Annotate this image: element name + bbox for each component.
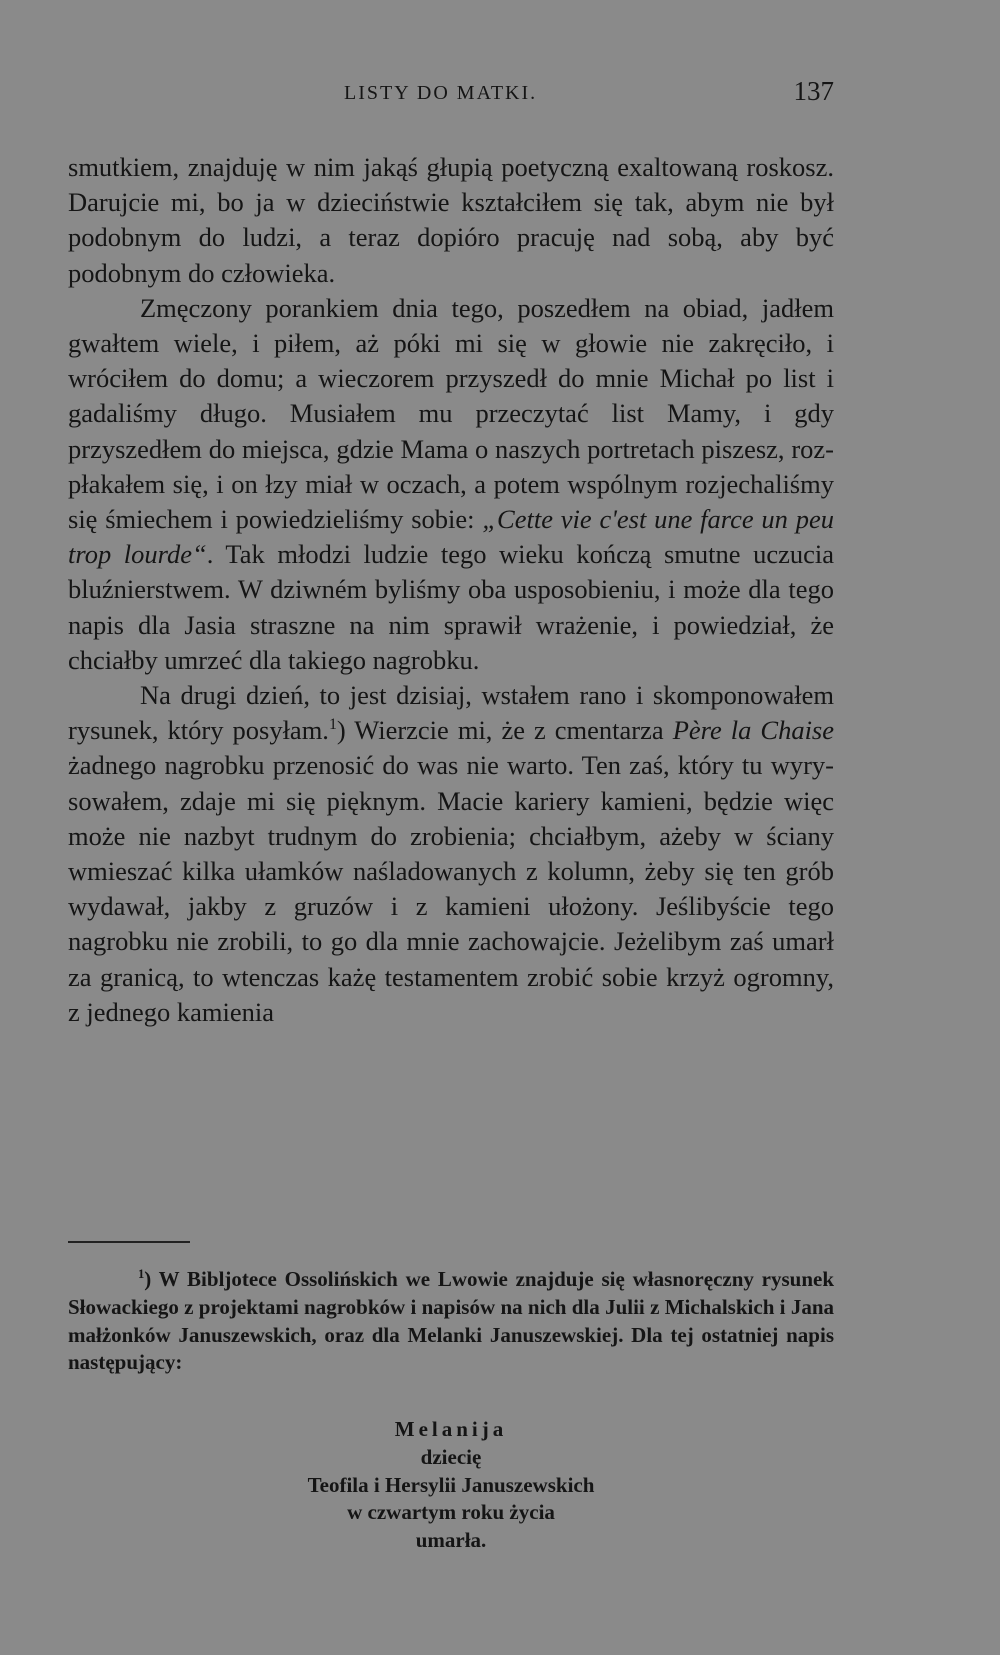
footnote	[68, 1266, 834, 1377]
footnote-text: ) W Bibljotece Ossolińskich we Lwowie znajduje się własnoręczny rysunek Słowackiego z projektami nagrobków i napisów na nich dla Julii z Michalskich i Jana małżonków Januszewskich, oraz dla Melanki Januszewskiej. Dla tej ostatniej napis następujący:	[68, 1267, 834, 1375]
footnote-paragraph	[68, 1266, 834, 1377]
cemetery-name: Père la Chaise	[672, 715, 835, 746]
paragraph-3-part-a: Na drugi dzień, to jest dzisiaj, wstałem rano i skomponowałem rysunek, który posyłam.	[68, 680, 834, 746]
epitaph-inscription	[68, 1416, 834, 1555]
footnote-divider	[68, 1241, 190, 1243]
page-header	[68, 76, 834, 116]
epitaph-line-2: dziecię	[420, 1444, 482, 1469]
paragraph-2-part-b: . Tak młodzi ludzie tego wieku kończą smutne uczucia bluźnierstwem. W dziwném byliśmy oba usposobieniu, i może dla tego napis dla Jasia straszne na nim sprawił wrażenie, i powiedział, że chciałby umrzeć dla takiego nagrobku.	[68, 539, 835, 675]
epitaph-line-5: umarła.	[415, 1528, 487, 1553]
main-text	[68, 150, 834, 1030]
page-number: 137	[793, 76, 834, 106]
running-title: LISTY DO MATKI.	[344, 82, 538, 104]
paragraph-1: smutkiem, znajduję w nim jakąś głupią poetyczną exaltowaną roskosz. Darujcie mi, bo ja w dzieciństwie kształciłem się tak, abym nie był podobnym do ludzi, a teraz dopióro pracuję nad sobą, aby być podobnym do człowieka.	[68, 152, 834, 288]
paragraph-2	[68, 291, 834, 678]
epitaph-line-4: w czwartym roku życia	[347, 1500, 555, 1525]
paragraph-2-part-a: Zmęczony porankiem dnia tego, poszedłem na obiad, jadłem gwałtem wiele, i piłem, aż póki mi się w głowie nie zakręciło, i wróciłem do domu; a wieczorem przyszedł do mnie Michał po list i gadaliśmy długo. Musiałem mu przeczytać list Mamy, i gdy przyszedłem do miejsca, gdzie Mama o naszych portretach piszesz, rozpłakałem się, i on łzy miał w oczach, a potem wspólnym rozjechaliśmy się śmiechem i powiedzieliśmy sobie:	[68, 292, 834, 535]
french-quote: „Cette vie c'est une farce un peu trop lourde“	[68, 504, 834, 570]
footnote-reference: 1	[328, 716, 337, 734]
epitaph-line-1: Melanija	[394, 1417, 508, 1441]
paragraph-3-part-c: żadnego nagrobku przenosić do was nie warto. Ten zaś, który tu wyrysowałem, zdaje mi się pięknym. Macie kariery kamieni, będzie więc może nie nazbyt trudnym do zrobienia; chciałbym, ażeby w ściany wmieszać kilka ułamków naśladowanych z kolumn, żeby się ten grób wydawał, jakby z gruzów i z kamieni ułożony. Jeślibyście tego nagrobku nie zrobili, to go dla mnie zachowajcie. Jeżelibym zaś umarł za granicą, to wtenczas każę testamentem zrobić sobie krzyż ogromny, z jednego kamienia	[68, 750, 834, 1027]
footnote-marker: 1	[138, 1267, 145, 1281]
paragraph-3	[68, 678, 834, 1030]
paragraph-3-part-b: ) Wierzcie mi, że z cmentarza	[336, 715, 673, 746]
epitaph-line-3: Teofila i Hersylii Januszewskich	[307, 1472, 595, 1497]
